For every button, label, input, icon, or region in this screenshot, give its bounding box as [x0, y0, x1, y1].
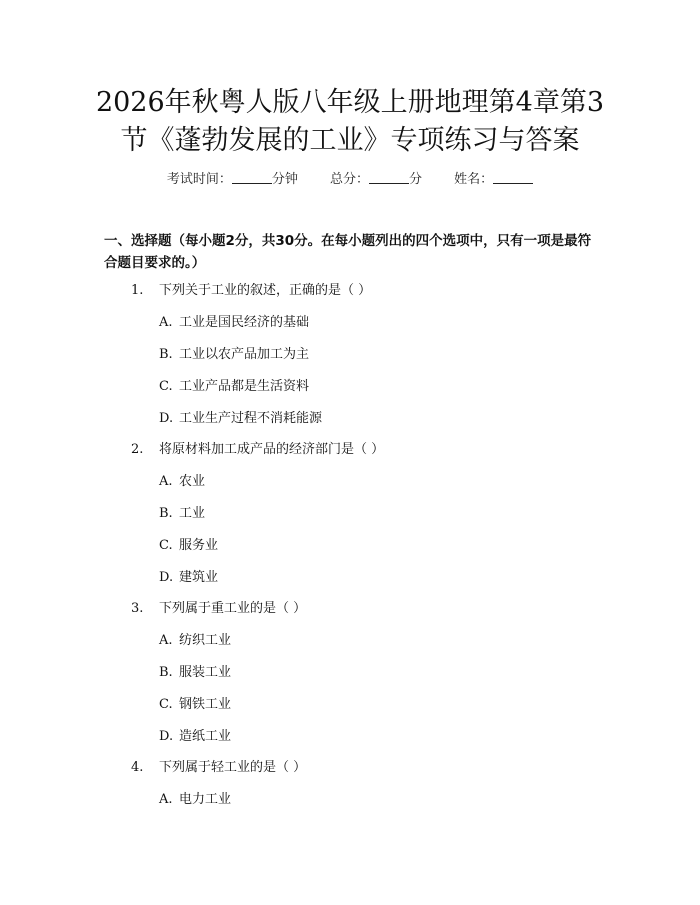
question-2	[131, 441, 384, 459]
total-score-label: 总分：	[329, 172, 369, 187]
question-number: 3.	[131, 601, 144, 616]
option-1b	[159, 346, 309, 364]
option-letter: B.	[159, 665, 173, 680]
question-text: 下列属于重工业的是（ ）	[159, 601, 307, 616]
option-letter: A.	[159, 474, 173, 489]
option-letter: A.	[159, 792, 173, 807]
option-3c	[159, 696, 231, 714]
option-text: 建筑业	[179, 570, 219, 585]
option-text: 工业是国民经济的基础	[179, 315, 310, 330]
section-heading: 一、选择题（每小题2分，共30分。在每小题列出的四个选项中，只有一项是最符合题目要求的。）	[104, 233, 592, 271]
question-3	[131, 600, 306, 618]
total-score-unit: 分	[409, 172, 423, 187]
question-1	[131, 282, 371, 300]
option-text: 电力工业	[179, 792, 232, 807]
option-letter: B.	[159, 506, 173, 521]
student-name-field	[454, 172, 533, 187]
option-text: 纺织工业	[179, 633, 232, 648]
option-1a	[159, 314, 309, 332]
option-2a	[159, 473, 205, 491]
total-score-field	[330, 172, 422, 187]
option-letter: D.	[159, 411, 174, 426]
option-2c	[159, 537, 218, 555]
question-4	[131, 759, 306, 777]
option-text: 工业	[179, 506, 206, 521]
option-letter: C.	[159, 379, 173, 394]
question-number: 2.	[131, 442, 144, 457]
question-text: 下列关于工业的叙述，正确的是（ ）	[159, 283, 372, 298]
option-text: 工业产品都是生活资料	[179, 379, 310, 394]
exam-time-unit: 分钟	[271, 172, 298, 187]
question-number: 4.	[131, 760, 144, 775]
option-text: 钢铁工业	[179, 697, 232, 712]
exam-time-field	[167, 172, 298, 187]
title-line-2: 节《蓬勃发展的工业》专项练习与答案	[120, 125, 580, 156]
question-text: 将原材料加工成产品的经济部门是（ ）	[159, 442, 385, 457]
option-3b	[159, 664, 231, 682]
option-letter: A.	[159, 633, 173, 648]
option-text: 农业	[179, 474, 206, 489]
question-text: 下列属于轻工业的是（ ）	[159, 760, 307, 775]
option-3d	[159, 728, 231, 746]
exam-time-blank	[232, 171, 272, 184]
total-score-blank	[369, 171, 409, 184]
question-number: 1.	[131, 283, 144, 298]
exam-info-line	[0, 168, 700, 187]
option-text: 服装工业	[179, 665, 232, 680]
option-3a	[159, 632, 231, 650]
option-1c	[159, 378, 309, 396]
option-4a	[159, 791, 231, 809]
student-name-label: 姓名：	[454, 172, 494, 187]
exam-time-label: 考试时间：	[166, 172, 232, 187]
option-letter: B.	[159, 347, 173, 362]
option-1d	[159, 410, 322, 428]
option-letter: C.	[159, 697, 173, 712]
option-text: 造纸工业	[179, 729, 232, 744]
option-letter: D.	[159, 729, 174, 744]
option-2d	[159, 569, 218, 587]
student-name-blank	[493, 171, 533, 184]
option-letter: A.	[159, 315, 173, 330]
option-letter: C.	[159, 538, 173, 553]
option-text: 工业以农产品加工为主	[179, 347, 310, 362]
option-letter: D.	[159, 570, 174, 585]
option-text: 工业生产过程不消耗能源	[179, 411, 323, 426]
title-line-1: 2026年秋粤人版八年级上册地理第4章第3	[95, 87, 605, 118]
option-2b	[159, 505, 205, 523]
document-title	[60, 84, 640, 160]
option-text: 服务业	[179, 538, 219, 553]
